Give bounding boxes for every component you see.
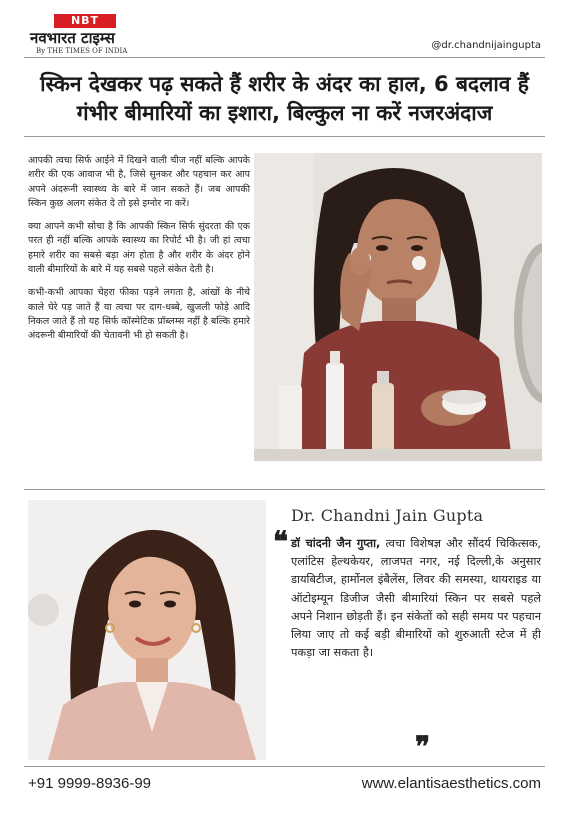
footer-phone[interactable]: +91 9999-8936-99 — [28, 775, 152, 792]
footer-website[interactable]: www.elantisaesthetics.com — [361, 775, 541, 792]
article-paragraph-2: क्या आपने कभी सोचा है कि आपकी स्किन सिर्फ सुंदरता की एक परत ही नहीं बल्कि आपके स्वास्थ्य का रिपोर्ट भी है। जी हां त्वचा हमारे शरीर का सबसे बड़ा अंग होता है और शरीर के अंदर होने वाली बीमारियों के बारे में यह सबसे पहले संकेत देती है। — [28, 221, 250, 276]
header-divider — [24, 57, 545, 58]
doctor-quote — [291, 535, 541, 662]
headline-divider — [24, 136, 545, 137]
article-paragraph-3: कभी-कभी आपका चेहरा फीका पड़ने लगता है, आंखों के नीचे काले घेरे पड़ जाते हैं या त्वचा पर दाग-धब्बे, खुजली फोड़े आदि निकल जाते हैं तो यह सिर्फ कॉस्मेटिक प्रॉब्लम्स नहीं है बल्कि हमारे अंदरूनी बीमारियों की चेतावनी भी हो सकती है। — [28, 287, 250, 342]
social-handle: @dr.chandnijaingupta — [431, 40, 541, 51]
footer-divider — [24, 766, 545, 767]
article-paragraph-1: आपकी त्वचा सिर्फ आईने में दिखने वाली चीज नहीं बल्कि आपके शरीर की एक आवाज भी है, जिसे सुनकर और पहचान कर आप अपने अंदरूनी स्वास्थ्य के बारे में जान सकते हैं। जब आपकी स्किन कुछ अलग संकेत दे तो इसे इग्नोर ना करें। — [28, 155, 250, 209]
doctor-portrait — [28, 500, 266, 760]
article-body — [28, 154, 250, 353]
section-divider — [24, 489, 545, 490]
doctor-quote-lead: डॉ चांदनी जैन गुप्ता, — [291, 537, 381, 550]
doctor-portrait-illustration — [28, 500, 266, 760]
brand-name: नवभारत टाइम्स — [30, 29, 115, 47]
doctor-name: Dr. Chandni Jain Gupta — [291, 506, 484, 525]
doctor-quote-body: त्वचा विशेषज्ञ और सौंदर्य चिकित्सक, एलांटिस हेल्थकेयर, लाजपत नगर, नई दिल्ली,के अनुसार डायबिटीज, हार्मोनल इंबैलेंस, लिवर की समस्या, थायराइड या ऑटोइम्यून डिजीज जैसी बीमारियां स्किन पर सबसे पहले अपने निशान छोड़ती हैं। इन संकेतों को सही समय पर पहचान लिया जाए तो कई बड़ी बीमारियों को शुरुआती स्टेज में ही पकड़ा जा सकता है। — [291, 537, 541, 660]
brand-subtitle: By THE TIMES OF INDIA — [36, 47, 128, 55]
open-quote-icon: ❝ — [273, 525, 289, 558]
skincare-photo — [254, 153, 542, 461]
headline: स्किन देखकर पढ़ सकते हैं शरीर के अंदर का हाल, 6 बदलाव हैं गंभीर बीमारियों का इशारा, बिल्कुल ना करें नजरअंदाज — [40, 72, 529, 125]
skincare-photo-illustration — [254, 153, 542, 461]
close-quote-icon: ❞ — [415, 730, 431, 763]
nbt-badge: NBT — [54, 14, 116, 28]
masthead-logo — [24, 14, 164, 56]
